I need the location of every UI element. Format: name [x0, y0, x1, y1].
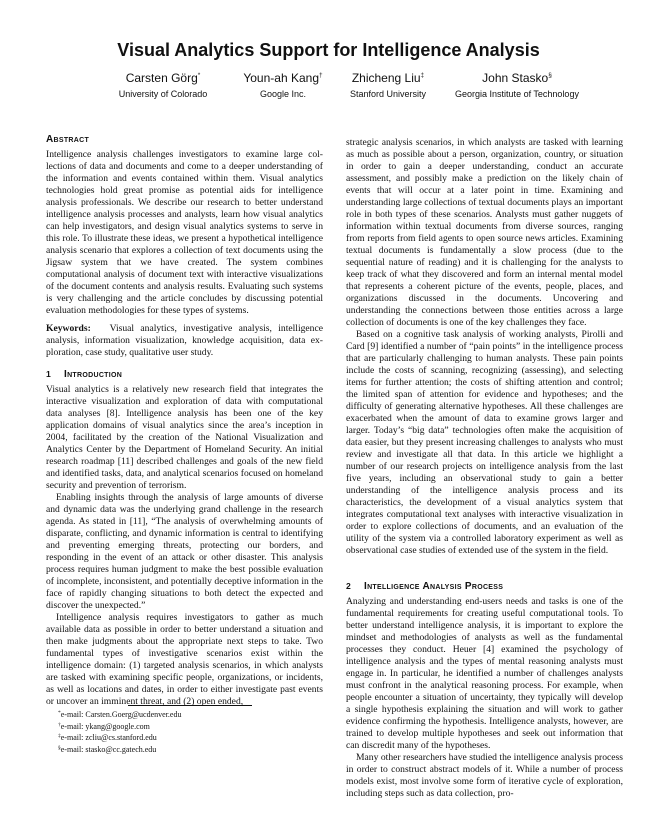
keywords-text: Visual analytics, investigative analysis, intelligence analysis, information visualization, knowledge acquisition, data exploration, case study, qualitative user study. — [46, 323, 323, 358]
footnotes — [58, 709, 181, 755]
author-block — [98, 71, 228, 100]
author-name: John Stasko§ — [482, 71, 552, 85]
intro-paragraph-2: Enabling insights through the analysis of large amounts of diverse and dynamic data was the underlying grand challenge in the research agenda. As stated in [11], “The analysis of overwhelming amounts of disparate, conflicting, and dynamic information is central to identifying and preventing emerging threats, protecting our borders, and responding in the event of an attack or other disaster. This analysis process requires human judgment to make the best possible evaluation of incomplete, inconsistent, and potentially deceptive information in the face of rapidly changing situations to both detect the expected and discover the unexpected.” — [46, 492, 323, 611]
intro-paragraph-4: Based on a cognitive task analysis of working analysts, Pirolli and Card [9] identified a number of “pain points” in the intelligence process that are particularly challenging to human analysts. These pain points include the costs of scanning, recognizing (assessing), and selecting items for further attention; the costs of shifting attention and control; the limited span of attention for evidence and hypotheses; and the difficulty of generating alternative hypotheses. All these challenges are exacerbated when the amount of data to examine grows larger and larger. Today’s “big data” technologies often make the acquisition of data easier, but they present increasing challenges to analysts who must review and investigate all that data. In this article we highlight a number of our research projects on intelligence analysis from the last five years, including an observational study to gain a better understanding of the intelligence analysis process and its characteristics, the development of a visual analytics system that integrates computational text analyses with interactive visualization in order to explore collections of documents, and an evaluation of the utility of the system via a controlled laboratory experiment as well as observational case studies of extended use of the system in the field. — [346, 329, 623, 556]
author-affiliation: Google Inc. — [259, 89, 307, 99]
abstract-text: Intelligence analysis challenges investigators to examine large collections of data and documents and come to a deeper understanding of the information and events contained within them. Visual analytics technologies hold great promise as potential aids for intelligence analysis professionals. We describe our research to better understand intelligence analysis processes and analysts, learn how visual analytics can help investigators, and design visual analytics systems to serve in this role. To illustrate these ideas, we present a hypothetical intelligence analysis scenario that explores a collection of text documents using the Jigsaw system that we have created. The system combines computational analysis of document text with interactive visualizations of the document contents and analysis results. Evaluating such systems is very challenging and the article concludes by discussing potential evaluation methodologies for these types of systems. — [46, 149, 323, 316]
keywords-label: Keywords: — [46, 323, 91, 334]
abstract-heading: Abstract — [46, 134, 90, 145]
keywords — [46, 323, 323, 359]
section-heading-introduction: 1 Introduction — [46, 369, 123, 380]
intro-paragraph-1: Visual analytics is a relatively new research field that integrates the interactive visualization and exploration of data with computational data analyses [8]. Intelligence analysis has been one of the key application domains of visual analytics since the area’s inception in 2004, facilitated by the creation of the National Visualization and Analytics Center by the Department of Homeland Security. An initial research roadmap [11] described challenges and goals of the new field and identified tasks, data, and analytical scenarios focused on homeland security and prevention of terrorism. — [46, 384, 323, 491]
author-affiliation: Georgia Institute of Technology — [455, 89, 579, 99]
footnote-divider — [128, 705, 252, 706]
author-name: Zhicheng Liu‡ — [351, 71, 425, 85]
footnote-email: †e-mail: ykang@google.com — [58, 721, 150, 731]
intro-paragraph-3: Intelligence analysis requires investigators to gather as much available data as possible in order to better understand a situation and then make judgments about the appropriate next steps to take. Two fundamental types of investigative scenarios exist within the intelligence domain: (1) targeted analysis scenarios, in which analysts are tasked with examining specific people, organizations, or incidents, as well as locations and dates, in order to either investigate past events or uncover an imminent threat, and (2) open ended, — [46, 612, 323, 707]
left-column — [46, 133, 323, 708]
intro-paragraph-3-continued: strategic analysis scenarios, in which analysts are tasked with learning as much as possible about a person, organization, country, or situation in order to gain a deeper understanding, conduct an accurate assessment, and possibly make a prediction on the likely chain of events that will occur at a later point in time. Examining and understanding large collections of textual documents plays an important role in both types of these scenarios. Analysts must gather nuggets of information within textual documents from diverse sources, ranging from reports from field agents to open source news articles. Examining textual documents is fundamentally a slow process (due to the sequential nature of reading) and it is challenging for the analysts to keep track of what they discovered and form an internal mental model that represents a coherent picture of the events, people, places, and organizations discussed in the documents. Uncovering and understanding the connections between those entities across a large collection of documents is one of the key challenges they face. — [346, 137, 623, 328]
author-affiliation: University of Colorado — [118, 89, 208, 99]
author-block — [437, 71, 597, 100]
footnote-email: §e-mail: stasko@cc.gatech.edu — [58, 744, 157, 754]
paper-title: Visual Analytics Support for Intelligence Analysis — [117, 40, 540, 60]
section-heading-intelligence-analysis-process: 2 Intelligence Analysis Process — [346, 581, 504, 592]
author-affiliation: Stanford University — [349, 89, 427, 99]
footnote-email: ‡e-mail: zcliu@cs.stanford.edu — [58, 733, 157, 742]
author-block — [323, 71, 453, 100]
process-paragraph-2: Many other researchers have studied the intelligence analysis process in order to construct abstract models of it. While a number of process models exist, most involve some form of iterative cycle of exploration, including steps such as data collection, pro- — [346, 752, 623, 799]
footnote-email: *e-mail: Carsten.Goerg@ucdenver.edu — [58, 710, 182, 719]
author-name: Carsten Görg* — [125, 71, 201, 85]
process-paragraph-1: Analyzing and understanding end-users needs and tasks is one of the fundamental requirements for creating useful computational tools. To better understand intelligence analysis, it is important to explore the mindset and methodologies of analysts as well as the fundamental processes they conduct. Heuer [4] examined the psychology of intelligence analysis and the types of mental reasoning analysts must engage in. In particular, he identified a number of challenges analysts must confront in the analytical reasoning process. For example, when people encounter a situation of uncertainty, they typically will develop a single hypothesis explaining the situation and will work to gather evidence confirming the hypothesis. Intelligence analysts, however, are trained to develop multiple hypotheses and seek out information that can discredit many of the hypotheses. — [346, 596, 623, 751]
right-column — [346, 137, 623, 800]
author-name: Youn-ah Kang† — [243, 71, 323, 85]
